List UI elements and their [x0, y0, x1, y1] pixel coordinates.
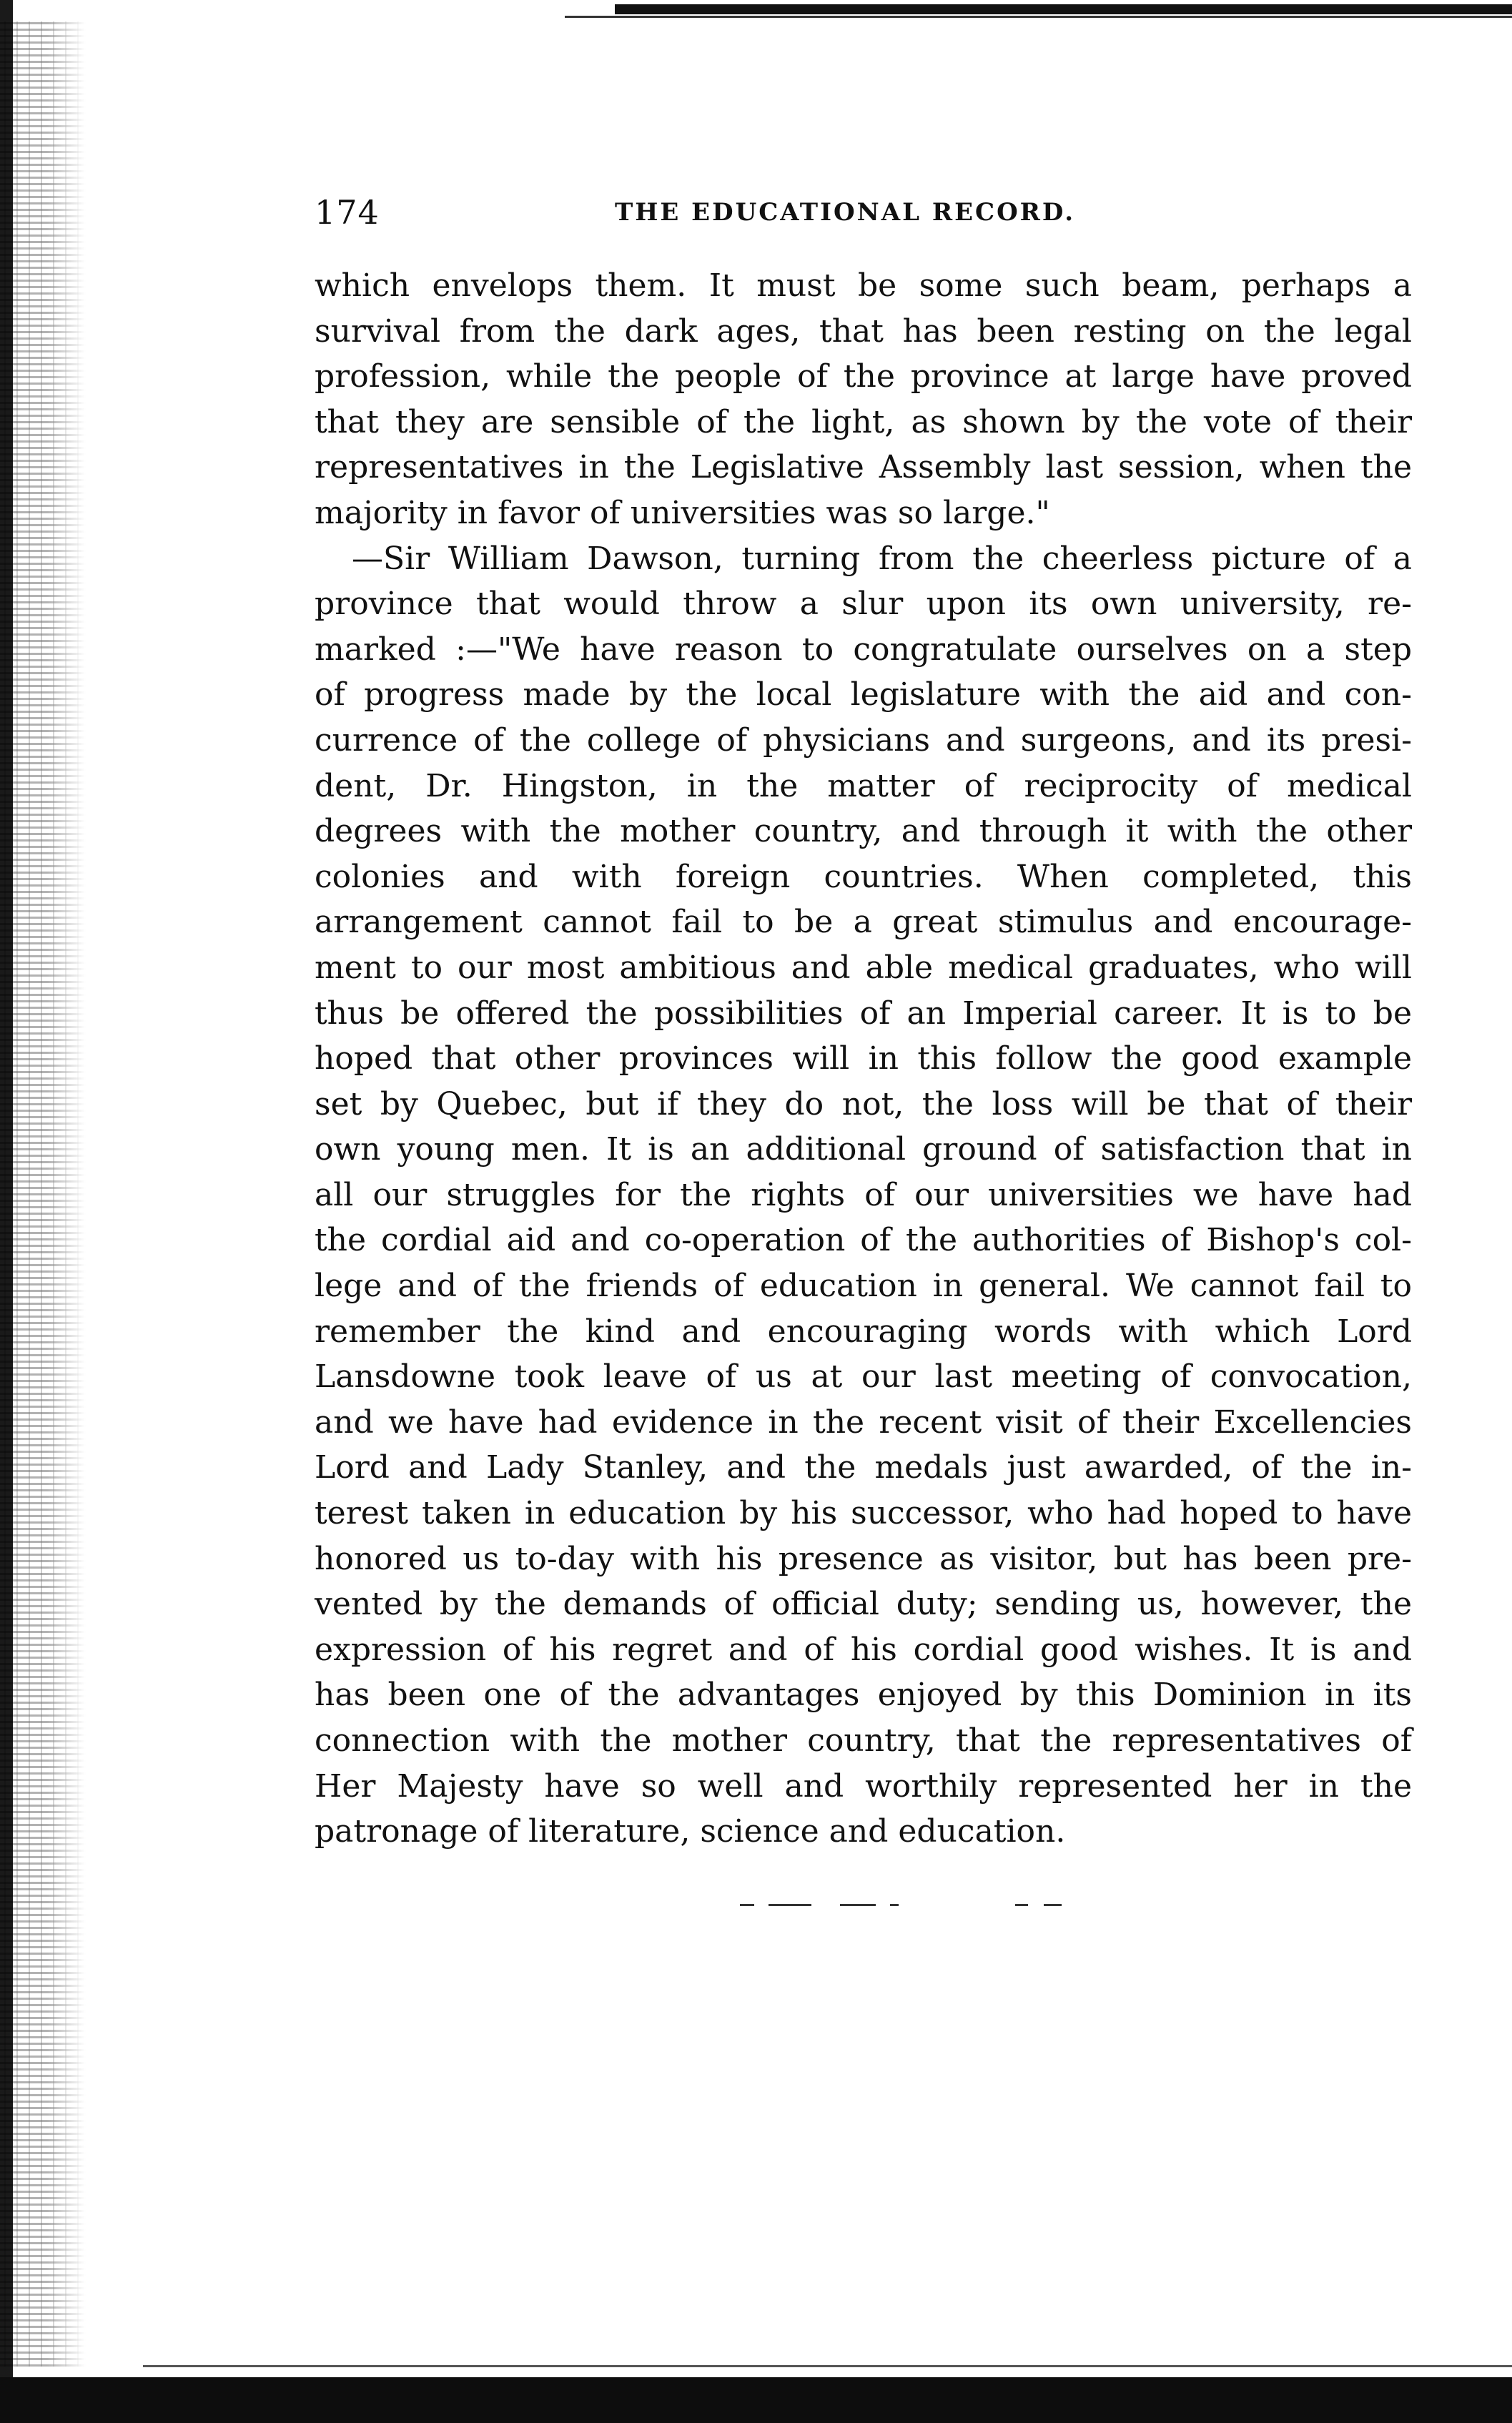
text-line: has been one of the advantages enjoyed by this Dominion in its	[315, 1677, 1412, 1714]
text-line: Lansdowne took leave of us at our last meeting of convocation,	[315, 1358, 1412, 1396]
text-line: of progress made by the local legislature with the aid and con-	[315, 676, 1412, 714]
top-scan-rule	[565, 16, 1512, 18]
text-line: expression of his regret and of his cordial good wishes. It is and	[315, 1631, 1412, 1668]
text-line: connection with the mother country, that the representatives of	[315, 1722, 1412, 1759]
text-line: survival from the dark ages, that has been resting on the legal	[315, 312, 1412, 350]
text-line: remember the kind and encouraging words with which Lord	[315, 1313, 1412, 1350]
text-line: vented by the demands of official duty; sending us, however, the	[315, 1586, 1412, 1623]
text-line: that they are sensible of the light, as shown by the vote of their	[315, 403, 1412, 440]
bottom-scan-rule	[143, 2365, 1512, 2367]
text-line: ment to our most ambitious and able medical graduates, who will	[315, 949, 1412, 986]
text-line: marked :—"We have reason to congratulate ourselves on a step	[315, 631, 1412, 668]
text-line: the cordial aid and co-operation of the authorities of Bishop's col-	[315, 1222, 1412, 1259]
text-line: dent, Dr. Hingston, in the matter of reciprocity of medical	[315, 767, 1412, 804]
bottom-scan-border	[0, 2377, 1512, 2423]
running-head: THE EDUCATIONAL RECORD.	[615, 198, 1076, 227]
text-line: arrangement cannot fail to be a great stimulus and encourage-	[315, 904, 1412, 941]
text-line: which envelops them. It must be some such beam, perhaps a	[315, 267, 1412, 304]
text-line: all our struggles for the rights of our universities we have had	[315, 1176, 1412, 1213]
text-line: own young men. It is an additional ground of satisfaction that in	[315, 1131, 1412, 1168]
text-line: representatives in the Legislative Assembly last session, when the	[315, 449, 1412, 486]
text-line: set by Quebec, but if they do not, the loss will be that of their	[315, 1085, 1412, 1122]
text-line: Her Majesty have so well and worthily represented her in the	[315, 1767, 1412, 1805]
text-line: patronage of literature, science and education.	[315, 1813, 1066, 1850]
page-header	[315, 187, 1423, 237]
text-line: Lord and Lady Stanley, and the medals just awarded, of the in-	[315, 1449, 1412, 1486]
binding-edge-artifact	[0, 21, 86, 2367]
text-line: colonies and with foreign countries. When completed, this	[315, 858, 1412, 895]
section-end-rule	[740, 1902, 1097, 1909]
text-line: currence of the college of physicians and surgeons, and its presi-	[315, 721, 1412, 759]
text-line: terest taken in education by his successor, who had hoped to have	[315, 1495, 1412, 1532]
text-line: hoped that other provinces will in this follow the good example	[315, 1040, 1412, 1077]
text-line: and we have had evidence in the recent visit of their Excellencies	[315, 1403, 1412, 1441]
text-line: thus be offered the possibilities of an Imperial career. It is to be	[315, 995, 1412, 1032]
text-line: profession, while the people of the province at large have proved	[315, 358, 1412, 395]
text-line: lege and of the friends of education in general. We cannot fail to	[315, 1268, 1412, 1305]
page-number: 174	[315, 193, 380, 232]
body-text	[315, 263, 1412, 1855]
text-line: province that would throw a slur upon its own university, re-	[315, 586, 1412, 623]
text-line: majority in favor of universities was so large."	[315, 494, 1050, 531]
text-line: degrees with the mother country, and through it with the other	[315, 813, 1412, 850]
top-scan-border	[615, 4, 1512, 14]
text-line: honored us to-day with his presence as visitor, but has been pre-	[315, 1540, 1412, 1577]
text-line: —Sir William Dawson, turning from the cheerless picture of a	[352, 540, 1412, 577]
